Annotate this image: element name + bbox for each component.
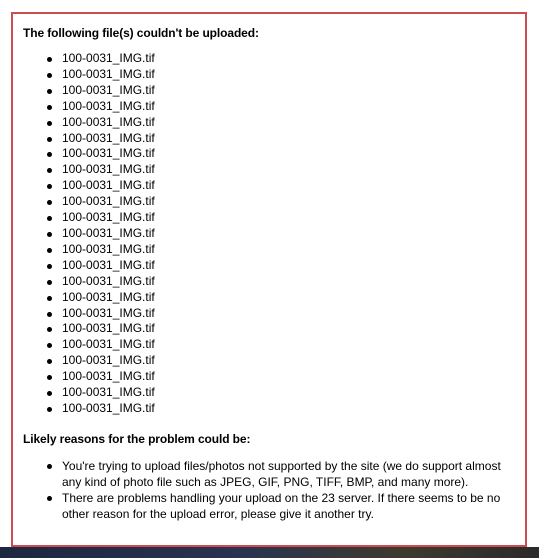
dialog-content	[13, 14, 525, 522]
failed-file-item: 100-0031_IMG.tif	[62, 178, 515, 194]
failed-file-item: 100-0031_IMG.tif	[62, 83, 515, 99]
failed-files-heading: The following file(s) couldn't be uploaded:	[23, 26, 259, 40]
failed-file-item: 100-0031_IMG.tif	[62, 115, 515, 131]
failed-file-item: 100-0031_IMG.tif	[62, 353, 515, 369]
failed-file-item: 100-0031_IMG.tif	[62, 99, 515, 115]
failed-file-item: 100-0031_IMG.tif	[62, 67, 515, 83]
failed-file-item: 100-0031_IMG.tif	[62, 210, 515, 226]
failed-file-item: 100-0031_IMG.tif	[62, 162, 515, 178]
reason-item: There are problems handling your upload on the 23 server. If there seems to be no other reason for the upload error, please give it another try.	[62, 490, 515, 522]
failed-file-item: 100-0031_IMG.tif	[62, 306, 515, 322]
reasons-list	[23, 458, 515, 522]
failed-file-item: 100-0031_IMG.tif	[62, 337, 515, 353]
failed-file-item: 100-0031_IMG.tif	[62, 226, 515, 242]
failed-file-item: 100-0031_IMG.tif	[62, 146, 515, 162]
failed-file-item: 100-0031_IMG.tif	[62, 321, 515, 337]
failed-file-item: 100-0031_IMG.tif	[62, 131, 515, 147]
failed-file-item: 100-0031_IMG.tif	[62, 51, 515, 67]
failed-file-item: 100-0031_IMG.tif	[62, 258, 515, 274]
failed-file-item: 100-0031_IMG.tif	[62, 242, 515, 258]
failed-file-item: 100-0031_IMG.tif	[62, 369, 515, 385]
failed-file-item: 100-0031_IMG.tif	[62, 194, 515, 210]
failed-files-list	[23, 51, 515, 417]
reason-item: You're trying to upload files/photos not supported by the site (we do support almost any kind of photo file such as JPEG, GIF, PNG, TIFF, BMP, and many more).	[62, 458, 515, 490]
failed-file-item: 100-0031_IMG.tif	[62, 290, 515, 306]
failed-file-item: 100-0031_IMG.tif	[62, 401, 515, 417]
upload-error-dialog	[11, 12, 527, 547]
background-strip	[0, 547, 539, 558]
reasons-heading: Likely reasons for the problem could be:	[23, 431, 251, 446]
failed-file-item: 100-0031_IMG.tif	[62, 385, 515, 401]
failed-file-item: 100-0031_IMG.tif	[62, 274, 515, 290]
